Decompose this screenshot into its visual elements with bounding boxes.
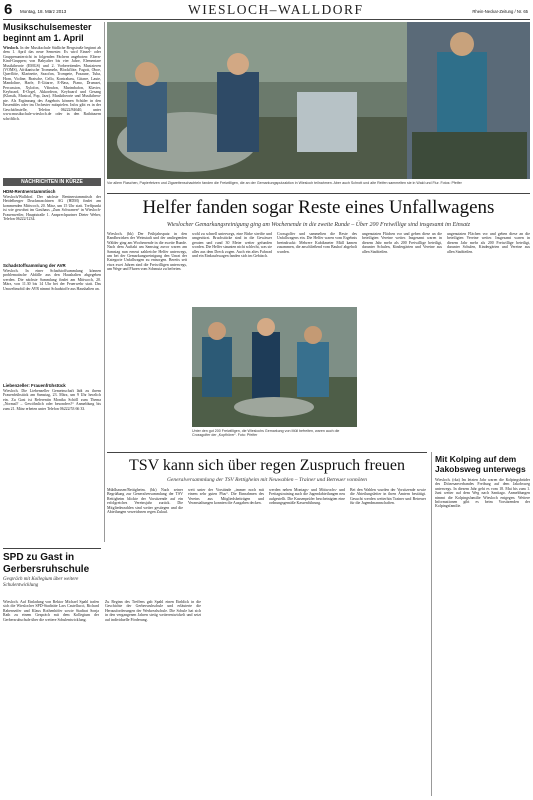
kurz-item-body: Wiesloch. Die Liebenzeller Gemeinschaft lädt zu ihrem Frauenfrühstück am Samstag, 23. März, um 9 Uhr herzlich ein. Zu Gast ist Referentin Monika Schöll zum Thema „Normal? – Gewöhnlich oder besonders?“ Anmeldung bis zum 21. März erbeten unter Telefon 06222/53 66 33.: [3, 389, 101, 411]
main-col5-text: ungenutzten Flächen vor und geben diese an die beteiligten Vereine weiter. Insgesamt waren in diesem Jahr mehr als 200 Freiwillige beteiligt, darunter Schulen, Kindergärten und Vereine aus allen Stadtteilen.: [447, 232, 530, 254]
spd-subheadline: Gespräch mit Kollegium über weitere Schulentwicklung: [3, 577, 79, 588]
main-col3: Crossgolfer und sammelten die Reste des Unfallwagens ein. Die Helfer waren vom Ergebnis beeindruckt: Mehrere Kubikmeter Müll kamen zusammen, die anschließend vom Bauhof abgeholt wurden.: [277, 232, 357, 254]
main-col1: Wiesloch. (bk) Der Frühjahrsputz in den Randbezirken der Weinstadt und der umliegenden Wälder ging am Wochenende in die zweite Runde. Nach dem Auftakt am Samstag zuvor waren am Samstag nun erneut zahlreiche Helfer unterwegs, um bei der Gemarkungsreinigung den Unrat der Kategorie Unfallwagen zu entsorgen. Bereits seit etwa zwei Jahren sind die Freiwilligen unterwegs, um Wege und Fluren vom Schmutz zu befreien.: [107, 232, 187, 272]
main-col4: ungenutzten Flächen vor und geben diese an die beteiligten Vereine weiter. Insgesamt waren in diesem Jahr mehr als 200 Freiwillige beteiligt, darunter Schulen, Kindergärten und Vereine aus allen Stadtteilen.: [362, 232, 442, 254]
page-number: 6: [4, 1, 13, 18]
tsv-headline: TSV kann sich über regen Zuspruch freuen: [128, 457, 406, 474]
spd-rule: [3, 548, 101, 549]
kurz-item-body: Wiesloch/Walldorf. Der nächste Rentnerstammtisch der Heidelberger Druckmaschinen AG (HDM) findet am kommenden Mittwoch, 20. März, um 15 Uhr statt. Treffpunkt ist wie gewohnt im Gasthaus „Zum Schwanen“ in Wiesloch-Frauenweiler, Hauptstraße 1. Ansprechpartner Dieter Weber, Telefon 06222/1234.: [3, 195, 101, 222]
kurz-item-head: Liebenzeller: Frauenfrühstück: [3, 383, 66, 388]
kurz-item-head: HDM-Rentnerstammtisch: [3, 189, 56, 194]
tsv-col2: weit unter der Vorstände „immer noch mit einem sehr guten Plus“. Die Einnahmen des Vereins aus Mitgliedsbeiträgen und Veranstaltungen konnten die Ausgaben decken.: [188, 488, 264, 506]
musikschule-headline: Musikschulsemester beginnt am 1. April: [3, 22, 92, 43]
tsv-subheadline: Generalversammlung der TSV Rettigheim mit Neuwahlen – Trainer und Betreuer vonnöten: [166, 477, 368, 483]
crossgolf-photo: [192, 307, 357, 427]
spd-col1: Wiesloch. Auf Einladung von Rektor Michael Spahl trafen sich die Wieslocher SPD-Stadträte Lars Castellucci, Richard Rabenseifer und Klaus Rothenhöfer sowie Stadtrat Sonja Rath zu einem Gespräch mit dem Kollegium der Gerbersruhschule über die weitere Schulentwicklung.: [3, 600, 99, 622]
main-headline: Helfer fanden sogar Reste eines Unfallwagens: [142, 197, 495, 218]
crossgolf-photo-image: [192, 307, 357, 427]
main-rule: [107, 193, 530, 194]
spd-col2: Zu Beginn des Treffens gab Spahl einen Einblick in die Geschichte der Gerbersruhschule und erläuterte die Herausforderungen der Werkrealschule. Die Schule hat sich in den vergangenen Jahren stetig weiterentwickelt und setzt auf individuelle Förderung.: [105, 600, 201, 622]
kurz-item: [3, 263, 101, 379]
main-col2: wohl zu schnell unterwegs, eine Birke streifte und umgestürzt. Bruchstücke sind in die Gewässer geraten und rund 30 Meter weiter gefunden worden. Die Helfer staunten nicht schlecht, was sie alles aus dem Dreck zogen. Auch ein altes Fahrrad und ein Einkaufswagen fanden sich im Gebüsch.: [192, 232, 272, 259]
tsv-col3: werden neben Montags- und Mittwochs- und Freitagstraining auch die Jugendabteilungen neu aufgestellt. Die Kassenprüfer bescheinigten eine ordnungsgemäße Kassenführung.: [269, 488, 345, 506]
kurz-item: [3, 189, 101, 259]
kurz-item: [3, 383, 101, 489]
cleanup-photo-image: [107, 22, 530, 179]
kurz-item-head: Schadstoffsammlung der AVR: [3, 263, 66, 268]
musikschule-article: [3, 22, 101, 168]
left-column-divider: [104, 22, 105, 542]
spd-headline: SPD zu Gast in Gerbersruhschule: [3, 552, 90, 575]
kolping-article: [435, 454, 530, 788]
tsv-col1: Mühlhausen/Rettigheim. (bk) Nach seiner Begrüßung zur Generalversammlung der TSV Rettigheim blickte der Vorsitzende auf ein erfolgreiches Vereinsjahr zurück. Die Mitgliederzahlen sind weiter gestiegen und die Abteilungen verzeichnen regen Zulauf.: [107, 488, 183, 515]
header-rule: [3, 19, 530, 20]
kurz-item-body: Wiesloch. In einer Schadstoffsammlung können problematische Abfälle aus den Haushalten abgegeben werden. Die nächste Sammlung findet am Mittwoch, 20. März, von 11.30 bis 14 Uhr bei der Feuerwehr statt. Das Umweltmobil der AVR nimmt Schadstoffe aus Haushalten an.: [3, 269, 101, 291]
issue-date: Montag, 18. März 2013: [20, 9, 67, 14]
tsv-rule: [107, 452, 427, 453]
tsv-col4: Bei den Wahlen wurden der Vorsitzende sowie die Abteilungsleiter in ihren Ämtern bestätigt. Gesucht werden weiterhin Trainer und Betreuer für die Jugendmannschaften.: [350, 488, 426, 506]
kurz-header: NACHRICHTEN IN KÜRZE: [3, 178, 101, 186]
cleanup-photo: [107, 22, 530, 179]
section-title: WIESLOCH–WALLDORF: [188, 2, 364, 17]
musikschule-body: [3, 46, 101, 168]
musikschule-lead: Wiesloch.: [3, 46, 20, 50]
kurz-box: [3, 178, 101, 538]
cleanup-photo-caption: Vor allem Flaschen, Papierfetzen und Zigarettenschachteln fanden die Freiwilligen, die an der Gemarkungsputzaktion in Wiesloch teilnahmen. Aber auch Schrott und alte Reifen sammelten sie in Wald und Flur. Fotos: Pfeifer: [107, 181, 462, 185]
kolping-divider: [431, 452, 432, 796]
crossgolf-photo-caption: Unter den gut 200 Freiwilligen, die Wieslochs Gemarkung von Müll befreiten, waren auch die Crossgolfer der „Kopfhörer“. Foto: Pfeifer: [192, 429, 340, 438]
paper-name: Rhein-Neckar-Zeitung / Nr. 65: [472, 9, 528, 14]
main-col5: [447, 232, 530, 450]
spd-article: [3, 552, 101, 589]
kolping-headline: Mit Kolping auf dem Jakobsweg unterwegs: [435, 454, 526, 474]
main-subheadline: Wieslocher Gemarkungsreinigung ging am Wochenende in die zweite Runde – Über 200 Freiwillige sind insgesamt im Einsatz: [166, 222, 471, 228]
musikschule-text: In der Musikschule Südliche Bergstraße beginnt ab dem 1. April das neue Semester. Es wird Einzel- oder Gruppenunterricht in folgenden Fächern angeboten: Eltern-Kind-Gruppen; von Babyalter bis vier Jahre, Elementare Musiktheorie (EMGS) und 2. Vorbereitendes Musizieren (VOMS), Afrikanische Trommeln, Blockflöte, Fagott, Oboe, Querflöte, Klarinette, Saxofon, Trompete, Posaune, Tuba, Horn, Violine, Bratsche, Cello, Kontrabass, Gitarre, Laute, Mandoline, Harfe, E-Gitarre, E-Bass, Piano, Drumset, Percussion, Xylofon, Vibrafon, Marimbafon, Klavier, Keyboard, E-Orgel, Akkordeon, Keyboard und Gesang (Klassik, Musical, Pop, Jazz). Musiktheorie und Musiktherapie. Als Ergänzung des Angebots können Schüler in den Ensembles oder im Orchester mitspielen. Infos gibt es in der Geschäftsstelle, Telefon 06222/84640, unter www.musikschule-wiesloch.de oder in den Rathäusern schriftlich.: [3, 46, 101, 121]
kolping-body: Wiesloch. (rka) Im letzten Jahr waren die Kolpingsbrüder des Diözesanverbandes Freiburg auf dem Jakobsweg unterwegs. In diesem Jahr geht es vom 18. Mai bis zum 1. Juni weiter auf dem Weg nach Santiago. Anmeldungen nimmt die Kolpingsfamilie Wiesloch entgegen. Weitere Informationen gibt es beim Vorsitzenden der Kolpingsfamilie.: [435, 478, 530, 509]
